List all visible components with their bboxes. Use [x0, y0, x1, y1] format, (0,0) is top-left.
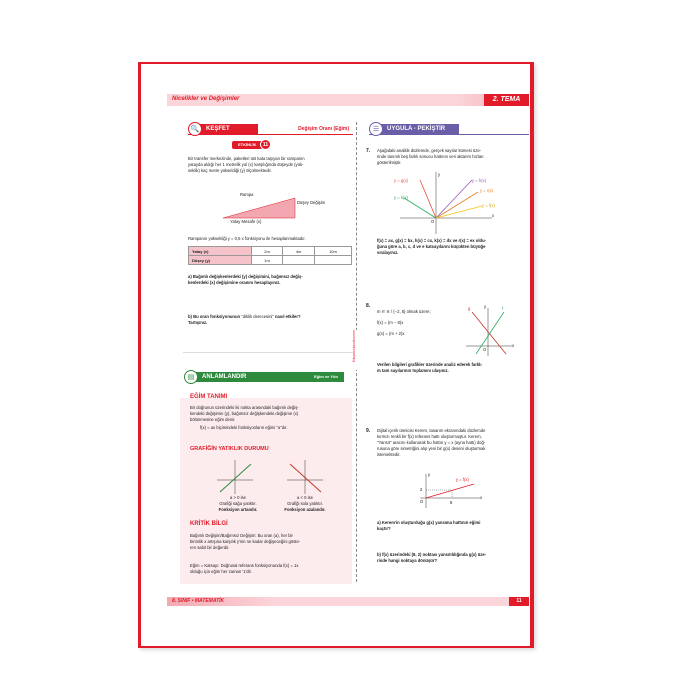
- magnifier-icon: 🔍: [188, 122, 202, 136]
- question-a: a) Bağımlı değişkenlerdeki (y) değişimini, bağımsız değiş- kenlerdeki (x) değişimine oranını hesaplayınız.: [188, 274, 303, 285]
- table-cell: Düşey (y): [189, 256, 252, 265]
- table-cell: Yatay (x): [189, 247, 252, 256]
- q9-label-2: 2: [420, 487, 423, 492]
- graph1-caption: a > 0 ise Grafiği sağa yatıktır. Fonksiyon artandır.: [218, 495, 258, 512]
- q8-label-x: x: [512, 343, 515, 348]
- table-cell: 2m: [251, 247, 283, 256]
- header-tema-badge: 2. TEMA: [484, 94, 529, 106]
- table-cell: 1m: [251, 256, 283, 265]
- kesfet-title: KEŞFET: [198, 124, 258, 134]
- q9-graph: [412, 474, 482, 512]
- table-intro: Rampanın yüksekliği y = 0,5 x fonksiyonu ile hesaplanmaktadır.: [188, 236, 306, 241]
- notebook-icon: ☰: [369, 122, 383, 136]
- slope-formula: f(x) = ax biçimindeki fonksiyonların eğimi "a"dır.: [200, 425, 288, 430]
- q8-label-y: y: [484, 304, 487, 309]
- vertical-change-label: Düşey Değişim: [297, 200, 326, 205]
- kritik-title: KRİTİK BİLGİ: [190, 521, 228, 527]
- line-f: [436, 206, 482, 218]
- etkinlik-label: ETKİNLİK: [232, 141, 270, 149]
- line-k: [404, 198, 436, 218]
- q7-label-g: y = g(x): [394, 178, 409, 183]
- q7-label-y: y: [438, 172, 441, 177]
- q9-label-origin: O: [420, 499, 424, 504]
- ramp-table: [188, 246, 352, 265]
- table-row: [189, 247, 352, 256]
- q7-label-k: y = k(x): [394, 195, 408, 200]
- table-cell: 4m: [283, 247, 315, 256]
- anlamlandir-subtitle: Eğim ve Yön: [314, 374, 338, 379]
- q8-label-origin: O: [483, 347, 487, 352]
- q8-graph: [462, 308, 515, 356]
- q7-label-origin: O: [431, 219, 435, 224]
- page-edge-strip: [530, 62, 534, 648]
- line-f: [426, 484, 474, 498]
- table-cell: 10m: [314, 247, 351, 256]
- uygula-title: UYGULA - PEKİŞTİR: [379, 124, 459, 134]
- kesfet-intro: Bir transfer merkezinde, paketleri üst kata taşıyan bir rampanın yatayda aldığı her 1 metrelik yol (x) karşılığında düşeyde (yük- seklik) kaç metre yükseldiği (y) ölçülmektedir.: [188, 156, 305, 173]
- kritik-text-2: Eğim = Katsayı: Doğrusal referans fonksiyonunda f(x) = 1x olduğu için eğim her zaman '1'dir.: [190, 563, 299, 574]
- question-b: b) Bu oran fonksiyonunun "diklik derecesini" nasıl etkiler? Tartışınız.: [188, 314, 301, 325]
- positive-line: [220, 464, 251, 492]
- page-number: 11: [509, 597, 529, 606]
- graph2-caption: a < 0 ise Grafiği sola yatıktır. Fonksiyon azalandır.: [284, 495, 326, 512]
- presenter-icon: ▤: [184, 370, 198, 384]
- q8-label-f: f: [502, 306, 504, 311]
- ramp-triangle: [223, 198, 295, 218]
- q7-text: Aşağıdaki analitik düzlemde, gerçek sayılar kümesi üze- rinde tanımlı beş farklı sonucu hattının veri aktarım hızları gösterilmiştir.: [377, 148, 484, 165]
- q9-label-y: y: [428, 472, 431, 477]
- ramp-label: Rampa: [240, 192, 254, 197]
- q7-label-x: x: [492, 213, 495, 218]
- uygula-underline: [369, 134, 529, 135]
- q8-bottom: Verilen bilgileri grafikler üzerinde analiz ederek farklı m tam sayılarının toplamını ulaşınız.: [377, 362, 482, 373]
- q8-text: m ∈ ℝ \ {−2, 8} olmak üzere; f(x) = (m − 8)x g(x) = (m + 2)x: [377, 309, 431, 336]
- q9-label-fx: y = f(x): [456, 477, 469, 482]
- grafik-title: GRAFİĞİN YATIKLIK DURUMU: [190, 446, 269, 452]
- etkinlik-number: 11: [260, 139, 271, 150]
- q7-label-r: y = r(x): [480, 188, 494, 193]
- positive-slope-graph: [215, 460, 255, 494]
- table-cell: [283, 256, 315, 265]
- negative-slope-graph: [285, 460, 325, 494]
- q8-label-g: g: [468, 306, 471, 311]
- table-cell: [314, 256, 351, 265]
- q9-question-a: a) Kerem'in oluşturduğu g(x) yansıma hattının eğimi kaçtır?: [377, 520, 481, 531]
- q9-number: 9.: [366, 428, 371, 434]
- q9-label-x: x: [480, 495, 483, 500]
- horizontal-distance-label: Yatay Mesafe (x): [230, 219, 262, 224]
- side-tag: Kitapsorularıdeneme: [352, 330, 360, 370]
- q7-label-h: y = h(x): [472, 178, 487, 183]
- q7-label-f: y = f(x): [482, 203, 495, 208]
- negative-line: [290, 464, 321, 492]
- q9-text: Dijital içerik üreticisi Kerem, tasarım ekranındaki düzlemde kırmızı renkli bir f(x) referans hattı oluşturmuştur. Kerem, "Yansıt" aracını kullanarak bu hattın y = x (ayna hattı) doğ- rusuna göre simetriğini alıp yeni bir g(x) deseni oluşturmak istemektedir.: [377, 428, 486, 457]
- q7-bottom: f(x) = ax, g(x) = bx, h(x) = cx, k(x) = dx ve r(x) = ex oldu- ğuna göre a, b, c, d ve e katsayılarını küçükten büyüğe sıralayınız.: [377, 238, 487, 255]
- table-row: [189, 256, 352, 265]
- egim-title: EĞİM TANIMI: [190, 394, 228, 400]
- q9-question-b: b) f(x) üzerindeki (8, 2) noktası yansıtıldığında g(x) üze- rinde hangi noktaya dönüşür?: [377, 552, 487, 563]
- kritik-text-1: Bağımlı Değişim/Bağımsız Değişim: Bu oran (a), her bir birimlik x artışına karşılık y'nin ne kadar değişeceğini göste- ren sabit bir değerdir.: [190, 533, 301, 550]
- kesfet-subtitle: Değişim Oranı (Eğim): [298, 126, 349, 132]
- line-g: [420, 180, 436, 218]
- q7-number: 7.: [366, 148, 371, 154]
- anlamlandir-title: ANLAMLANDIR: [194, 372, 344, 382]
- q8-number: 8.: [366, 303, 371, 309]
- egim-text: Bir doğrunun üzerindeki iki nokta arasındaki bağımlı değiş- kendeki değişimin (y), bağımsız değişkendeki değişime (x) bölünmesine eğim denir.: [190, 405, 299, 422]
- q9-label-8: 8: [450, 500, 453, 505]
- line-g: [472, 312, 506, 354]
- footer-grade-subject: 8. SINIF • MATEMATİK: [172, 598, 225, 604]
- header-theme-title: Nicelikler ve Değişimler: [172, 96, 240, 102]
- line-f: [476, 312, 504, 354]
